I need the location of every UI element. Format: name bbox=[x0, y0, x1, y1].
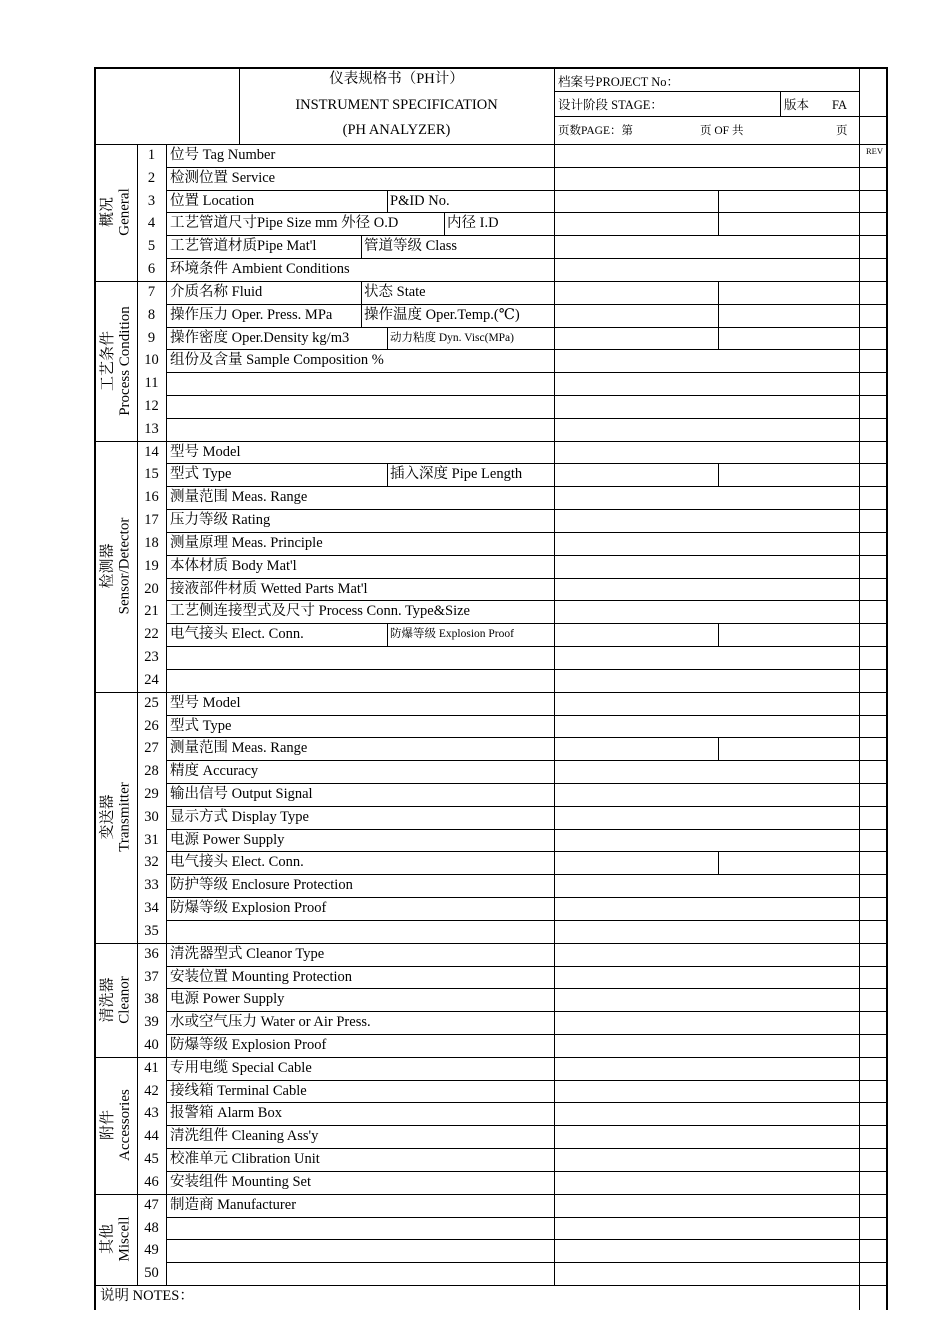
row-number: 8 bbox=[147, 306, 156, 323]
row-label: 测量原理 Meas. Principle bbox=[170, 534, 323, 551]
row-line bbox=[166, 372, 888, 373]
row-label: 制造商 Manufacturer bbox=[170, 1196, 297, 1213]
row-label: 防爆等级 Explosion Proof bbox=[170, 900, 327, 917]
row-line bbox=[166, 760, 888, 761]
row-label: 型式 Type bbox=[170, 466, 232, 483]
row-label: 电气接头 Elect. Conn. bbox=[170, 626, 304, 643]
row-number: 35 bbox=[144, 922, 159, 939]
header-hline bbox=[554, 116, 888, 117]
row-label-secondary: 内径 I.D bbox=[447, 215, 499, 232]
value-split bbox=[718, 190, 719, 214]
row-label: 专用电缆 Special Cable bbox=[170, 1059, 312, 1076]
row-number: 48 bbox=[144, 1219, 159, 1236]
title-en: INSTRUMENT SPECIFICATION bbox=[295, 97, 498, 113]
row-number: 14 bbox=[144, 443, 159, 460]
row-number: 38 bbox=[144, 991, 159, 1008]
row-number: 50 bbox=[144, 1265, 159, 1282]
row-number: 10 bbox=[144, 352, 159, 369]
section-label bbox=[96, 943, 137, 1057]
row-label: 压力等级 Rating bbox=[170, 512, 271, 529]
row-label: 电气接头 Elect. Conn. bbox=[170, 854, 304, 871]
label-split bbox=[361, 281, 362, 305]
rev-label: REV bbox=[866, 146, 883, 156]
row-label: 水或空气压力 Water or Air Press. bbox=[170, 1014, 371, 1031]
section-label bbox=[96, 692, 137, 943]
row-label: 接液部件材质 Wetted Parts Mat'l bbox=[170, 580, 368, 597]
value-split bbox=[718, 623, 719, 647]
row-number: 46 bbox=[144, 1173, 159, 1190]
row-line bbox=[166, 669, 888, 670]
row-number: 30 bbox=[144, 808, 159, 825]
rev-divider bbox=[859, 144, 860, 1310]
label-split bbox=[444, 212, 445, 236]
value-split bbox=[718, 463, 719, 487]
row-label: 电源 Power Supply bbox=[170, 991, 285, 1008]
row-number: 41 bbox=[144, 1059, 159, 1076]
row-line bbox=[166, 920, 888, 921]
section-label-cn: 清洗器 bbox=[99, 977, 116, 1023]
value-split bbox=[718, 851, 719, 875]
section-label-en: Transmitter bbox=[116, 782, 133, 852]
spec-sheet bbox=[94, 67, 888, 1310]
row-label: 安装组件 Mounting Set bbox=[170, 1173, 311, 1190]
section-label-en: Sensor/Detector bbox=[116, 517, 133, 615]
row-label: 本体材质 Body Mat'l bbox=[170, 557, 297, 574]
row-line bbox=[166, 1285, 888, 1286]
section-label-cn: 工艺条件 bbox=[99, 330, 116, 391]
row-label: 接线箱 Terminal Cable bbox=[170, 1082, 307, 1099]
row-label: 位置 Location bbox=[170, 192, 255, 209]
row-number: 43 bbox=[144, 1105, 159, 1122]
row-number: 11 bbox=[144, 375, 159, 392]
row-number: 36 bbox=[144, 945, 159, 962]
row-label: 操作压力 Oper. Press. MPa bbox=[170, 306, 333, 323]
row-number: 26 bbox=[144, 717, 159, 734]
row-label: 工艺管道材质Pipe Mat'l bbox=[170, 238, 317, 255]
header-divider bbox=[780, 91, 781, 117]
section-label-cn: 变送器 bbox=[99, 794, 116, 840]
row-label-secondary: 状态 State bbox=[364, 283, 426, 300]
row-number: 32 bbox=[144, 854, 159, 871]
row-label: 清洗组件 Cleaning Ass'y bbox=[170, 1128, 319, 1145]
row-number: 19 bbox=[144, 557, 159, 574]
row-label-secondary: 动力粘度 Dyn. Visc(MPa) bbox=[390, 331, 514, 344]
row-number: 1 bbox=[147, 147, 156, 163]
row-number: 40 bbox=[144, 1036, 159, 1053]
row-number: 33 bbox=[144, 877, 159, 894]
version-value: FA bbox=[832, 98, 848, 112]
value-split bbox=[718, 737, 719, 761]
row-line bbox=[166, 509, 888, 510]
value-split bbox=[718, 327, 719, 351]
title-sub: (PH ANALYZER) bbox=[342, 122, 451, 138]
row-line bbox=[166, 692, 888, 693]
header-divider bbox=[554, 67, 555, 144]
row-number: 45 bbox=[144, 1151, 159, 1168]
section-label-cn: 其他 bbox=[99, 1224, 116, 1255]
row-number: 31 bbox=[144, 831, 159, 848]
value-split bbox=[718, 304, 719, 328]
row-number: 34 bbox=[144, 900, 159, 917]
section-label-cn: 检测器 bbox=[99, 543, 116, 589]
row-label: 检测位置 Service bbox=[170, 169, 276, 186]
row-line bbox=[166, 281, 888, 282]
project-no-label: 档案号PROJECT No： bbox=[558, 75, 679, 89]
row-number: 29 bbox=[144, 785, 159, 802]
row-number: 25 bbox=[144, 694, 159, 711]
row-line bbox=[166, 1239, 888, 1240]
row-number: 23 bbox=[144, 649, 159, 666]
row-label: 介质名称 Fluid bbox=[170, 283, 263, 300]
page-of-label: 页 OF 共 bbox=[700, 125, 744, 137]
section-label-en: Cleanor bbox=[116, 975, 133, 1024]
row-label: 报警箱 Alarm Box bbox=[170, 1105, 282, 1122]
row-label: 组份及含量 Sample Composition % bbox=[170, 352, 384, 369]
border-right bbox=[886, 67, 888, 1310]
version-label: 版本 bbox=[784, 98, 810, 112]
row-line bbox=[166, 190, 888, 191]
row-label-secondary: 操作温度 Oper.Temp.(℃) bbox=[364, 306, 520, 323]
row-number: 7 bbox=[147, 283, 156, 300]
row-label: 型号 Model bbox=[170, 694, 241, 711]
row-number: 18 bbox=[144, 534, 159, 551]
row-number: 6 bbox=[147, 261, 156, 278]
page-label: 页数PAGE：第 bbox=[558, 125, 633, 137]
section-label bbox=[96, 441, 137, 692]
section-label bbox=[96, 1194, 137, 1285]
row-label: 型号 Model bbox=[170, 443, 241, 460]
row-number: 44 bbox=[144, 1128, 159, 1145]
row-number: 47 bbox=[144, 1196, 159, 1213]
notes-label: 说明 NOTES： bbox=[100, 1288, 194, 1304]
row-number: 21 bbox=[144, 603, 159, 620]
row-label: 测量范围 Meas. Range bbox=[170, 740, 308, 757]
row-number: 28 bbox=[144, 763, 159, 780]
row-label: 型式 Type bbox=[170, 717, 232, 734]
stage-label: 设计阶段 STAGE： bbox=[558, 98, 663, 112]
section-label-cn: 附件 bbox=[99, 1110, 116, 1141]
row-number: 24 bbox=[144, 671, 159, 688]
value-split bbox=[718, 281, 719, 305]
row-label: 精度 Accuracy bbox=[170, 763, 259, 780]
label-split bbox=[387, 327, 388, 351]
row-number: 13 bbox=[144, 420, 159, 437]
row-line bbox=[166, 1217, 888, 1218]
section-label-en: General bbox=[116, 188, 133, 237]
row-number: 49 bbox=[144, 1242, 159, 1259]
section-label bbox=[96, 281, 137, 441]
row-number: 5 bbox=[147, 238, 156, 255]
row-label: 环境条件 Ambient Conditions bbox=[170, 261, 350, 278]
section-label bbox=[96, 144, 137, 281]
label-split bbox=[387, 190, 388, 214]
row-label: 清洗器型式 Cleanor Type bbox=[170, 945, 325, 962]
row-number: 15 bbox=[144, 466, 159, 483]
row-number: 12 bbox=[144, 398, 159, 415]
page-end-label: 页 bbox=[836, 125, 848, 137]
row-number: 3 bbox=[147, 192, 156, 209]
section-label bbox=[96, 1057, 137, 1194]
section-label-en: Accessories bbox=[116, 1089, 133, 1162]
row-label: 操作密度 Oper.Density kg/m3 bbox=[170, 329, 350, 346]
value-split bbox=[718, 212, 719, 236]
row-label-secondary: 防爆等级 Explosion Proof bbox=[390, 628, 514, 641]
row-number: 22 bbox=[144, 626, 159, 643]
row-label: 位号 Tag Number bbox=[170, 147, 276, 163]
row-number: 42 bbox=[144, 1082, 159, 1099]
row-line bbox=[166, 646, 888, 647]
section-label-en: Miscell bbox=[116, 1216, 133, 1262]
row-number: 20 bbox=[144, 580, 159, 597]
row-number: 2 bbox=[147, 169, 156, 186]
row-label: 测量范围 Meas. Range bbox=[170, 489, 308, 506]
row-label-secondary: 管道等级 Class bbox=[364, 238, 458, 255]
row-line bbox=[166, 715, 888, 716]
label-split bbox=[361, 304, 362, 328]
row-number: 39 bbox=[144, 1014, 159, 1031]
row-number: 4 bbox=[147, 215, 156, 232]
row-number: 37 bbox=[144, 968, 159, 985]
label-split bbox=[387, 463, 388, 487]
row-label: 防爆等级 Explosion Proof bbox=[170, 1036, 327, 1053]
row-line bbox=[166, 418, 888, 419]
row-line bbox=[166, 395, 888, 396]
row-label: 工艺侧连接型式及尺寸 Process Conn. Type&Size bbox=[170, 603, 470, 620]
row-number: 16 bbox=[144, 489, 159, 506]
section-label-en: Process Condition bbox=[116, 305, 133, 416]
row-number: 27 bbox=[144, 740, 159, 757]
title-cn: 仪表规格书（PH计） bbox=[329, 71, 464, 87]
row-number: 17 bbox=[144, 512, 159, 529]
header-divider bbox=[859, 67, 860, 144]
row-label: 校准单元 Clibration Unit bbox=[170, 1151, 320, 1168]
label-split bbox=[361, 235, 362, 259]
row-number: 9 bbox=[147, 329, 156, 346]
row-label: 输出信号 Output Signal bbox=[170, 785, 313, 802]
row-label: 防护等级 Enclosure Protection bbox=[170, 877, 353, 894]
row-label: 显示方式 Display Type bbox=[170, 808, 309, 825]
section-label-cn: 概况 bbox=[99, 197, 116, 228]
row-line bbox=[166, 441, 888, 442]
row-line bbox=[166, 463, 888, 464]
row-label: 安装位置 Mounting Protection bbox=[170, 968, 353, 985]
row-label: 工艺管道尺寸Pipe Size mm 外径 O.D bbox=[170, 215, 399, 232]
row-label-secondary: 插入深度 Pipe Length bbox=[390, 466, 523, 483]
row-label: 电源 Power Supply bbox=[170, 831, 285, 848]
row-line bbox=[166, 1262, 888, 1263]
row-label-secondary: P&ID No. bbox=[390, 192, 450, 209]
label-split bbox=[387, 623, 388, 647]
